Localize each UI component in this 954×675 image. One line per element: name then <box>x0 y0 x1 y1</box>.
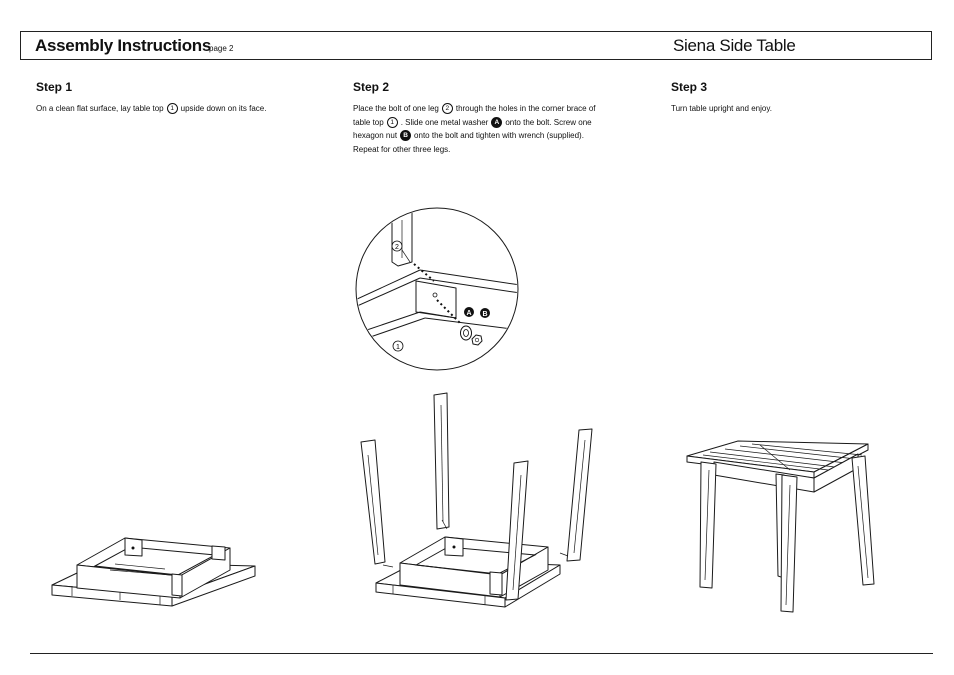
part-badge-table-top: 1 <box>387 117 398 128</box>
part-badge-leg: 2 <box>442 103 453 114</box>
part-badge-washer: A <box>491 117 502 128</box>
part-badge-table-top: 1 <box>167 103 178 114</box>
step-1-text: On a clean flat surface, lay table top 1 upside down on its face. <box>36 104 267 113</box>
step-3-heading: Step 3 <box>671 80 708 94</box>
callout-nut: B <box>482 311 488 318</box>
page-number: page 2 <box>209 44 234 53</box>
footer-divider <box>30 653 933 654</box>
step-3-finished-table <box>687 441 874 612</box>
step-3-text: Turn table upright and enjoy. <box>671 104 772 113</box>
step-2-text: Place the bolt of one leg 2 through the holes in the corner brace of table top 1 . Slide one metal washer A onto the bolt. Screw one hexagon nut B onto the bolt and tighten with wrench (supplied). Repeat for other three legs. <box>353 104 596 154</box>
step-2-heading: Step 2 <box>353 80 390 94</box>
step-1-heading: Step 1 <box>36 80 73 94</box>
part-badge-nut: B <box>400 130 411 141</box>
callout-table-top: 1 <box>396 344 400 351</box>
callout-washer: A <box>466 310 472 317</box>
product-name: Siena Side Table <box>673 36 796 55</box>
page-title: Assembly Instructions <box>35 36 212 55</box>
step-2-exploded-view <box>361 393 592 607</box>
callout-leg: 2 <box>395 244 399 251</box>
step-2-detail-view <box>355 208 520 370</box>
step-1-table-upside-down <box>52 538 255 606</box>
